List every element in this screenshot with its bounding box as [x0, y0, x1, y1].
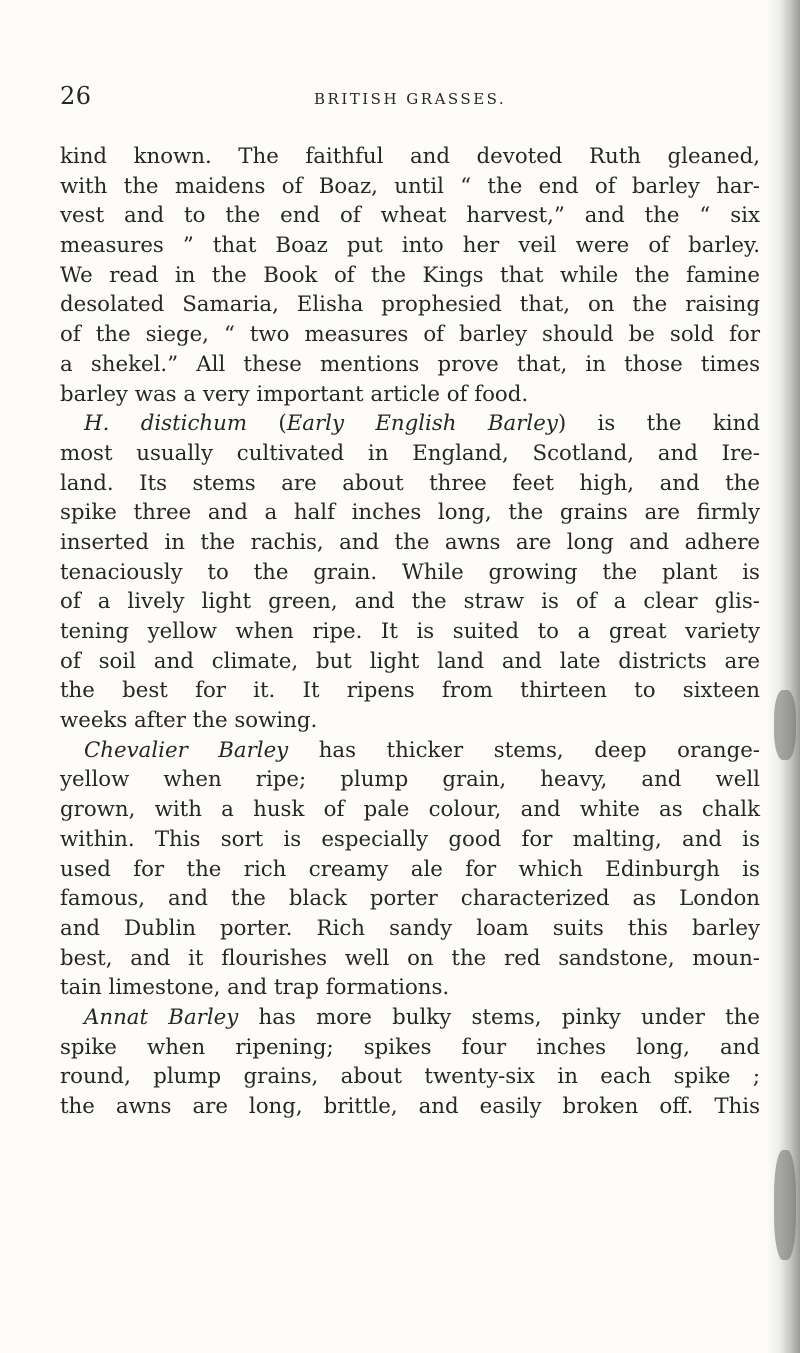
text-span: most usually cultivated in England, Scotland, and Ire- — [60, 440, 760, 466]
text-line — [60, 765, 760, 795]
text-span: desolated Samaria, Elisha prophesied that, on the raising — [60, 292, 760, 318]
text-line — [60, 1062, 760, 1092]
text-line — [60, 380, 760, 410]
text-line — [60, 409, 760, 439]
text-line — [60, 884, 760, 914]
text-line — [60, 706, 760, 736]
text-span: tening yellow when ripe. It is suited to a great variety — [60, 619, 760, 644]
text-line — [60, 587, 760, 617]
text-span: used for the rich creamy ale for which Edinburgh is — [60, 856, 760, 882]
text-span: best, and it flourishes well on the red sandstone, moun- — [60, 945, 760, 971]
text-span: the awns are long, brittle, and easily broken off. This — [60, 1094, 760, 1119]
text-line — [60, 647, 760, 677]
text-span: of soil and climate, but light land and late districts are — [60, 648, 760, 674]
text-line — [60, 231, 760, 261]
scan-spot — [774, 690, 796, 760]
text-line — [60, 795, 760, 825]
text-line — [60, 439, 760, 469]
text-line — [60, 1033, 760, 1063]
text-span: the best for it. It ripens from thirteen to sixteen — [60, 678, 760, 704]
text-line — [60, 558, 760, 588]
text-span: ) is the kind — [557, 411, 760, 437]
text-span: famous, and the black porter characterized as London — [60, 886, 760, 912]
text-line — [60, 944, 760, 974]
text-span: inserted in the rachis, and the awns are long and adhere — [60, 529, 760, 555]
text-span: tenaciously to the grain. While growing the plant is — [60, 559, 760, 585]
text-span: has thicker stems, deep orange- — [288, 737, 760, 763]
italic-text: Annat Barley — [84, 1004, 239, 1030]
text-span: spike when ripening; spikes four inches long, and — [60, 1034, 760, 1060]
text-line — [60, 498, 760, 528]
text-span: has more bulky stems, pinky under the — [238, 1004, 760, 1030]
text-line — [60, 617, 760, 647]
text-span: kind known. The faithful and devoted Ruth gleaned, — [60, 144, 760, 169]
text-line — [60, 290, 760, 320]
text-span: land. Its stems are about three feet high, and the — [60, 470, 760, 496]
text-span: and Dublin porter. Rich sandy loam suits this barley — [60, 915, 760, 941]
text-line — [60, 736, 760, 766]
text-line — [60, 855, 760, 885]
scan-spot — [774, 1150, 796, 1260]
text-line — [60, 914, 760, 944]
text-span: spike three and a half inches long, the grains are firmly — [60, 500, 760, 526]
text-span: grown, with a husk of pale colour, and white as chalk — [60, 797, 760, 823]
text-span: tain limestone, and trap formations. — [60, 975, 450, 1001]
text-line — [60, 825, 760, 855]
text-line — [60, 261, 760, 291]
text-line — [60, 469, 760, 499]
text-span: a shekel.” All these mentions prove that, in those times — [60, 351, 760, 377]
text-span: yellow when ripe; plump grain, heavy, and well — [60, 767, 760, 793]
text-line — [60, 320, 760, 350]
text-span: of a lively light green, and the straw is of a clear glis- — [60, 589, 760, 615]
text-span: measures ” that Boaz put into her veil were of barley. — [60, 233, 760, 259]
text-span: vest and to the end of wheat harvest,” and the “ six — [60, 203, 760, 229]
italic-text: H. distichum — [84, 411, 248, 437]
text-span: weeks after the sowing. — [60, 708, 318, 734]
italic-text: Early English Barley — [286, 411, 558, 437]
text-span: within. This sort is especially good for malting, and is — [60, 826, 760, 852]
text-span: of the siege, “ two measures of barley should be sold for — [60, 322, 760, 348]
italic-text: Chevalier Barley — [84, 737, 289, 763]
text-span: barley was a very important article of food. — [60, 381, 529, 407]
text-line — [60, 172, 760, 202]
text-line — [60, 973, 760, 1003]
text-line — [60, 350, 760, 380]
text-span: We read in the Book of the Kings that while the famine — [60, 262, 760, 288]
running-head: BRITISH GRASSES. — [314, 90, 507, 108]
text-span: round, plump grains, about twenty-six in each spike ; — [60, 1064, 760, 1090]
body-text — [60, 142, 760, 1122]
page-number: 26 — [60, 82, 92, 110]
text-line — [60, 676, 760, 706]
text-line — [60, 528, 760, 558]
text-line — [60, 201, 760, 231]
text-line — [60, 1092, 760, 1122]
text-line — [60, 142, 760, 172]
text-span: with the maidens of Boaz, until “ the end of barley har- — [60, 173, 760, 199]
text-span: ( — [247, 411, 287, 437]
text-line — [60, 1003, 760, 1033]
